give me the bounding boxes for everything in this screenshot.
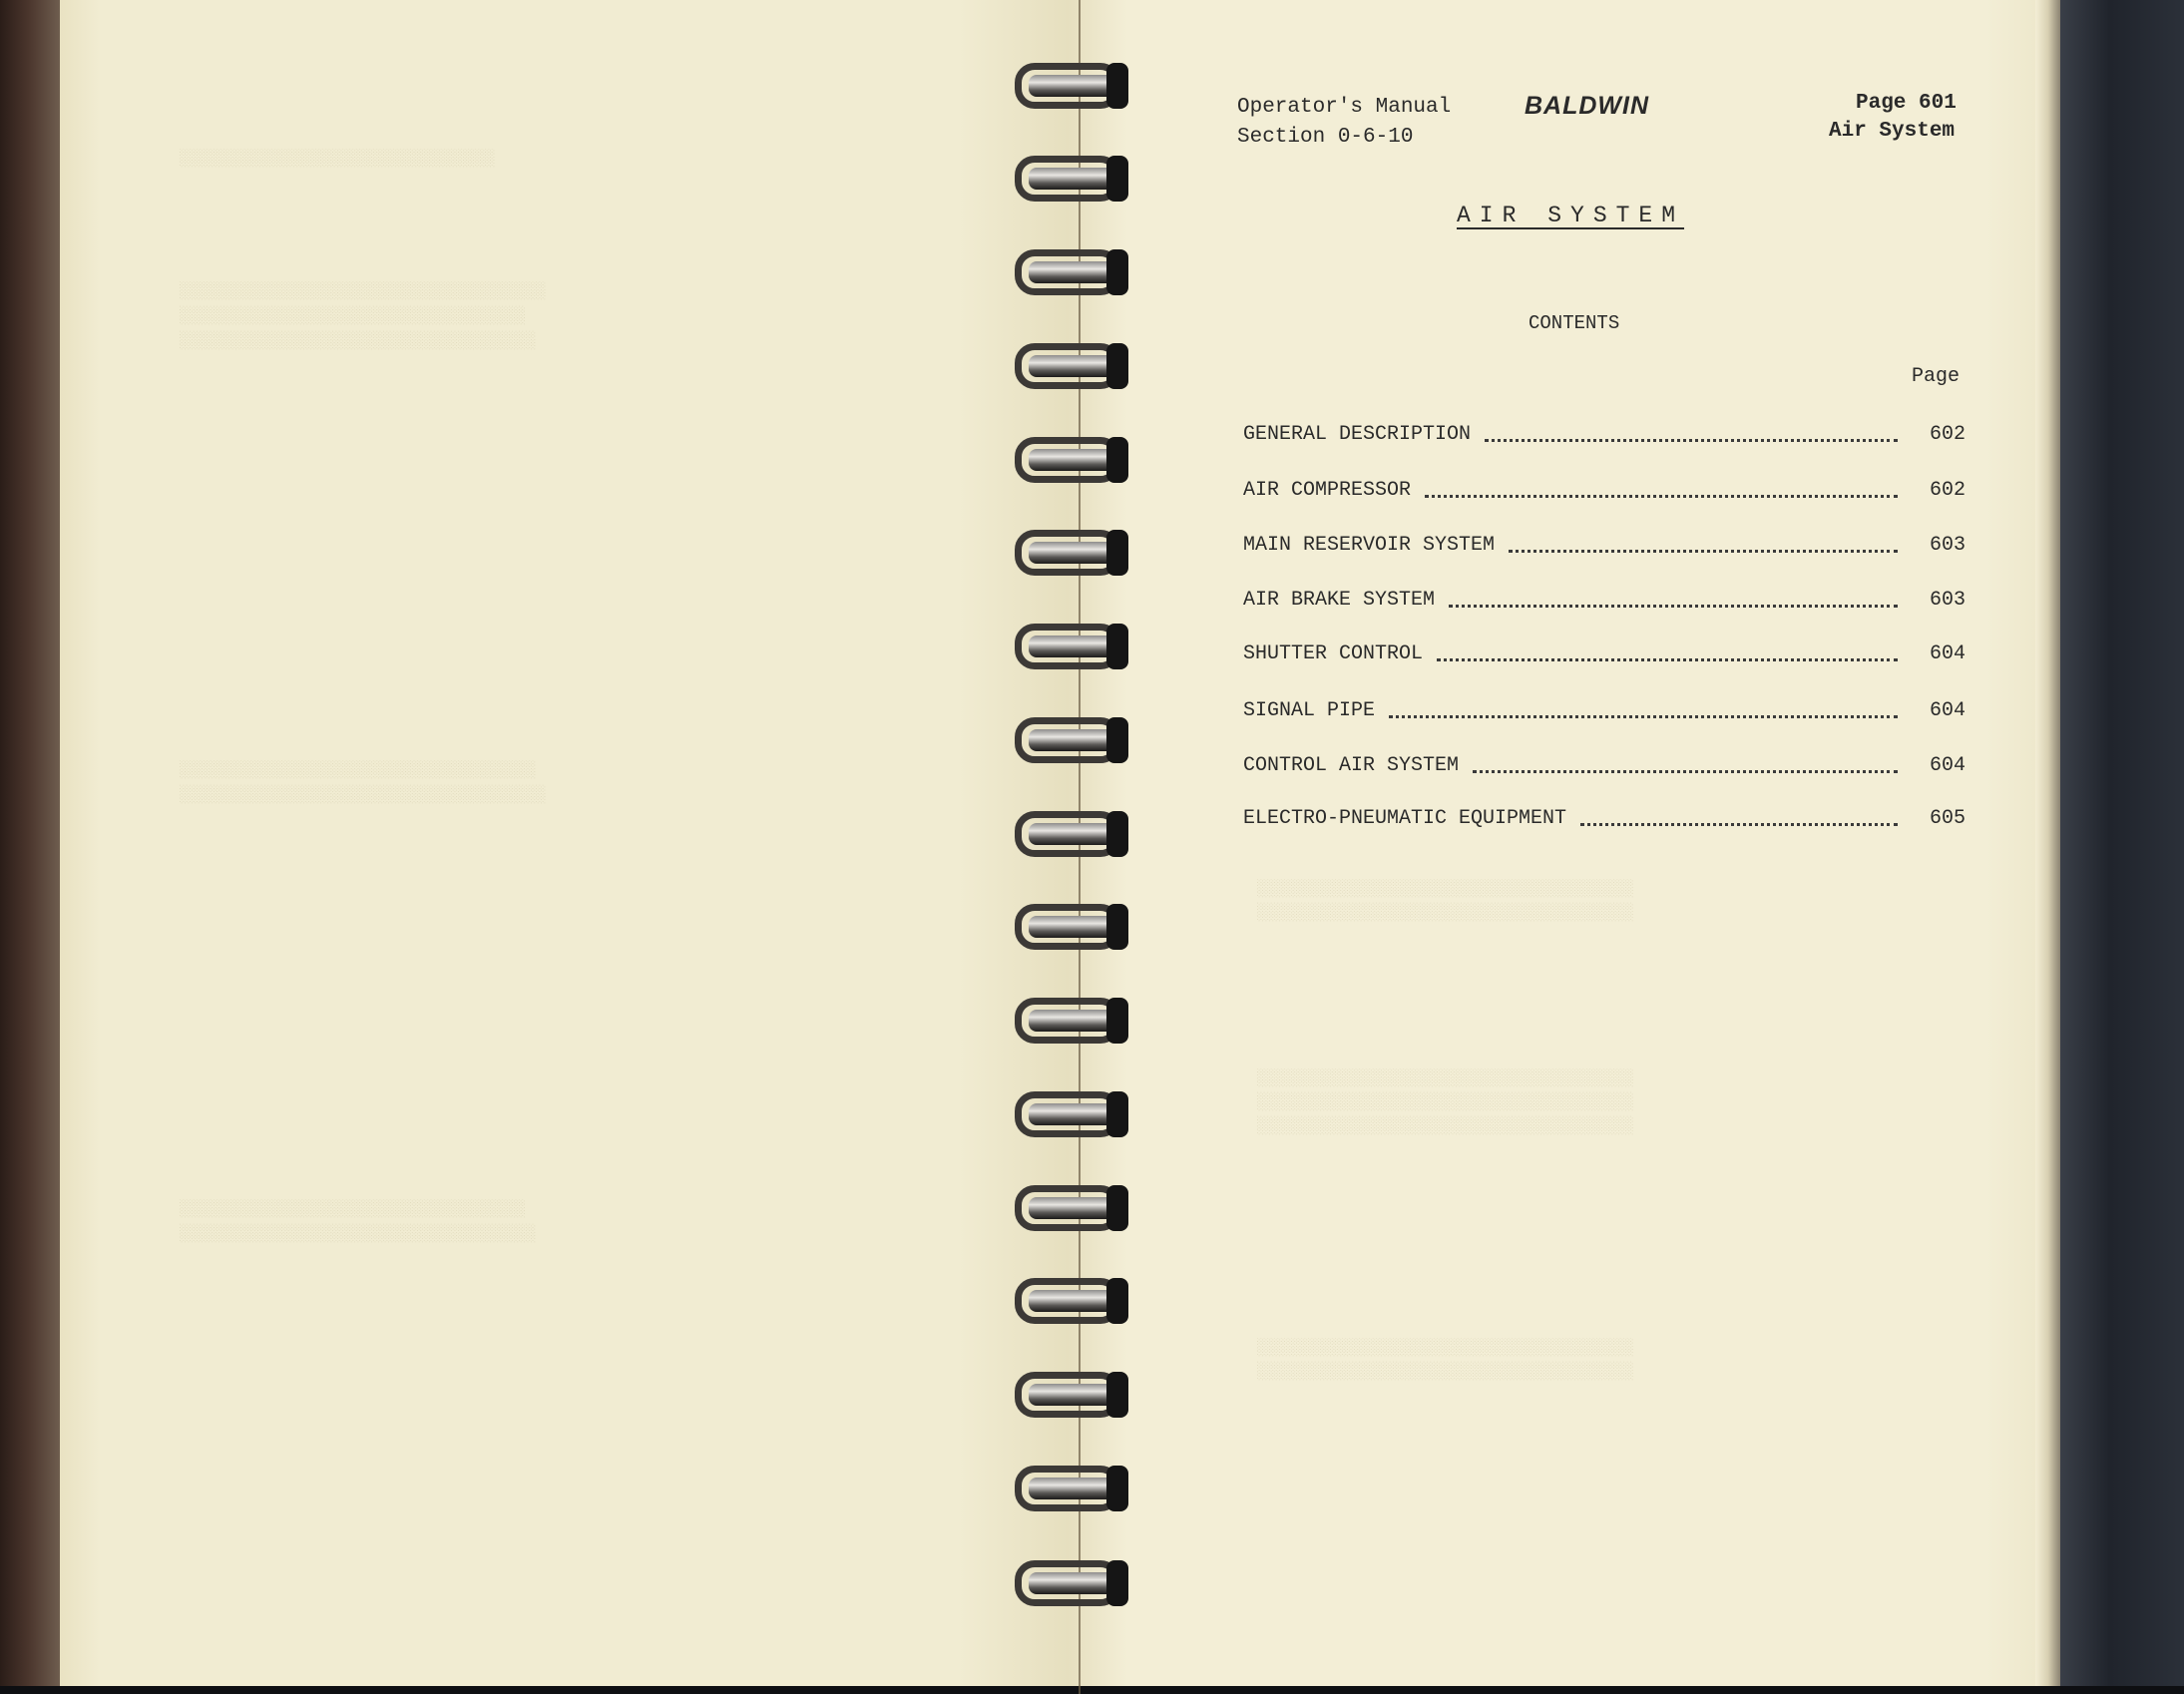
binding-coil (1011, 522, 1128, 586)
binding-coil (1011, 896, 1128, 960)
page-title: AIR SYSTEM (1457, 203, 1685, 228)
toc-entry-label: CONTROL AIR SYSTEM (1243, 753, 1460, 777)
bleed-through-text: ░░░░░░░░░░░░░░░░░░░░░░░░░░░░░░░ (180, 150, 496, 169)
toc-entry[interactable] (1243, 585, 1966, 615)
bleed-through-text: ░░░░░░░░░░░░░░░░░░░░░░░░░░░░░░░░░░░░░ ░░░░░░░░░░░░░░░░░░░░░░░░░░░░░░░░░░░░░ (1257, 1339, 1634, 1382)
toc-entry[interactable] (1243, 803, 1966, 833)
toc-entry[interactable] (1243, 695, 1966, 725)
dot-leader (1449, 605, 1898, 608)
binding-coil (1011, 1364, 1128, 1428)
system-name: Air System (1829, 120, 1956, 143)
binding-coil (1011, 990, 1128, 1054)
toc-entry-page: 604 (1929, 753, 1966, 777)
bleed-through-text: ░░░░░░░░░░░░░░░░░░░░░░░░░░░░░░░░░░░░░ ░░░░░░░░░░░░░░░░░░░░░░░░░░░░░░░░░░░░░ ░░░░░░░░░░░░░░░░░░░░░░░░░░░░░░░░░░░░░ (1257, 1069, 1634, 1136)
section-number: Section 0-6-10 (1237, 126, 1414, 149)
dot-leader (1485, 439, 1898, 442)
binding-coil (1011, 1552, 1128, 1616)
right-page (1068, 0, 2055, 1694)
toc-entry-page: 604 (1929, 698, 1966, 722)
toc-entry[interactable] (1243, 750, 1966, 780)
binding-coil (1011, 335, 1128, 399)
dot-leader (1580, 823, 1898, 826)
bleed-through-text: ░░░░░░░░░░░░░░░░░░░░░░░░░░░░░░░░░░░ ░░░░░░░░░░░░░░░░░░░░░░░░░░░░░░░░░░░░ (180, 761, 547, 805)
bleed-through-text: ░░░░░░░░░░░░░░░░░░░░░░░░░░░░░░░░░░ ░░░░░░░░░░░░░░░░░░░░░░░░░░░░░░░░░░░ (180, 1200, 537, 1244)
manual-title: Operator's Manual (1237, 96, 1452, 119)
dot-leader (1425, 495, 1898, 498)
toc-entry[interactable] (1243, 638, 1966, 668)
binding-coil (1011, 1083, 1128, 1147)
toc-entry-page: 605 (1929, 806, 1966, 830)
binding-coil (1011, 1270, 1128, 1334)
binding-coil (1011, 429, 1128, 493)
page-column-heading: Page (1912, 365, 1961, 388)
dot-leader (1389, 715, 1898, 718)
left-page (60, 0, 1068, 1694)
binding-coil (1011, 709, 1128, 773)
dark-backdrop (2060, 0, 2184, 1694)
toc-entry-label: AIR COMPRESSOR (1243, 478, 1412, 502)
toc-entry-label: AIR BRAKE SYSTEM (1243, 588, 1436, 612)
bleed-through-text: ░░░░░░░░░░░░░░░░░░░░░░░░░░░░░░░░░░░░░ ░░░░░░░░░░░░░░░░░░░░░░░░░░░░░░░░░░░░░ (1257, 880, 1634, 923)
toc-entry[interactable] (1243, 419, 1966, 449)
toc-entry-label: GENERAL DESCRIPTION (1243, 422, 1472, 446)
toc-entry-page: 603 (1929, 533, 1966, 557)
page-number: Page 601 (1856, 92, 1957, 115)
binding-coil (1011, 148, 1128, 212)
toc-entry-page: 604 (1929, 641, 1966, 665)
binding-coil (1011, 55, 1128, 119)
toc-entry-label: SIGNAL PIPE (1243, 698, 1376, 722)
dot-leader (1437, 658, 1898, 661)
dot-leader (1473, 770, 1898, 773)
binding-coil (1011, 616, 1128, 679)
binding-coil (1011, 1177, 1128, 1241)
toc-entry-label: ELECTRO-PNEUMATIC EQUIPMENT (1243, 806, 1567, 830)
toc-entry-page: 602 (1929, 478, 1966, 502)
binding-coil (1011, 1458, 1128, 1521)
brand-logo: BALDWIN (1525, 92, 1650, 120)
toc-entry[interactable] (1243, 530, 1966, 560)
page-stack-edge (2035, 0, 2060, 1694)
toc-entry-page: 603 (1929, 588, 1966, 612)
toc-entry-page: 602 (1929, 422, 1966, 446)
toc-entry-label: SHUTTER CONTROL (1243, 641, 1424, 665)
toc-entry-label: MAIN RESERVOIR SYSTEM (1243, 533, 1496, 557)
binding-coil (1011, 241, 1128, 305)
dot-leader (1509, 550, 1898, 553)
contents-heading: CONTENTS (1529, 312, 1620, 334)
binding-coil (1011, 803, 1128, 867)
toc-entry[interactable] (1243, 475, 1966, 505)
bleed-through-text: ░░░░░░░░░░░░░░░░░░░░░░░░░░░░░░░░░░░░ ░░░░░░░░░░░░░░░░░░░░░░░░░░░░░░░░░░ ░░░░░░░░░░░░░░░░░░░░░░░░░░░░░░░░░░░ (180, 282, 547, 351)
scan-bottom-edge (0, 1686, 2184, 1694)
